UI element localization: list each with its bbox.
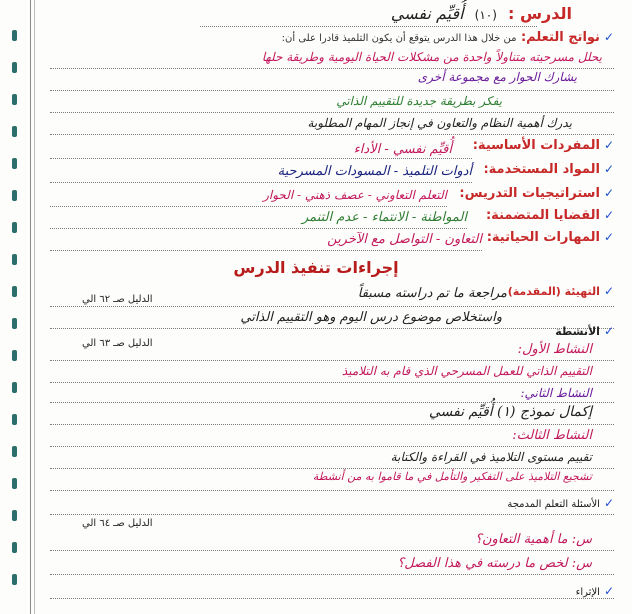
procedures-heading: إجراءات تنفيذ الدرس [233, 258, 399, 277]
activities-guide-ref: الدليل صـ ٦٣ الي [82, 338, 153, 349]
dotted-line [200, 26, 537, 27]
vocab-label: ✓المفردات الأساسية: [472, 138, 614, 153]
lesson-title: أُقيِّم نفسي [390, 4, 464, 23]
warmup-line-1: مراجعة ما تم دراسته مسبقاً [357, 286, 507, 301]
checkmark-icon: ✓ [603, 324, 614, 338]
dotted-line [50, 382, 614, 383]
enrichment-label: ✓الإثراء [575, 584, 614, 598]
vocab-value: أُقيِّم نفسي - الأداء [353, 142, 452, 157]
checkmark-icon: ✓ [603, 186, 614, 200]
dotted-line [50, 550, 614, 551]
warmup-label: ✓التهيئة (المقدمة) [507, 284, 614, 298]
question-line-2: س: لخص ما درسته في هذا الفصل؟ [397, 556, 592, 571]
issues-value: المواطنة - الانتماء - عدم التنمر [302, 210, 467, 225]
outcome-line-2: يشارك الحوار مع مجموعة أخرى [417, 70, 577, 84]
checkmark-icon: ✓ [603, 230, 614, 244]
dotted-line [50, 424, 614, 425]
dotted-line [50, 574, 614, 575]
activity-line-7: تشجيع التلاميذ على التفكير والتأمل في ما قاموا به من أنشطة [312, 470, 592, 483]
dotted-line [50, 328, 614, 329]
activity-line-5: النشاط الثالث: [512, 428, 592, 443]
checkmark-icon: ✓ [603, 284, 614, 298]
activity-line-4: إكمال نموذج (١) أُقيِّم نفسي [428, 404, 592, 420]
activities-label: ✓الأنشطة [555, 324, 614, 338]
questions-label: ✓الأسئلة التعلم المدمجة [507, 496, 614, 510]
activity-line-6: تقييم مستوى التلاميذ في القراءة والكتابة [390, 450, 592, 464]
dotted-line [50, 306, 614, 307]
outcomes-intro: من خلال هذا الدرس يتوقع أن يكون التلميذ قادرا على أن: [281, 33, 517, 44]
question-line-1: س: ما أهمية التعاون؟ [475, 532, 592, 547]
strategies-value: التعلم التعاوني - عصف ذهني - الحوار [263, 188, 447, 202]
dotted-line [50, 90, 614, 91]
dotted-line [50, 158, 472, 159]
strategies-label: ✓استراتيجيات التدريس: [459, 186, 614, 201]
checkmark-icon: ✓ [603, 138, 614, 152]
lesson-number: (١٠) [474, 8, 497, 22]
materials-value: أدوات التلميذ - المسودات المسرحية [277, 164, 472, 179]
activity-line-2: التقييم الذاتي للعمل المسرحي الذي قام به التلاميذ [341, 364, 592, 378]
margin-line [30, 0, 31, 614]
dotted-line [50, 360, 614, 361]
materials-label: ✓المواد المستخدمة: [483, 162, 614, 177]
dotted-line [50, 598, 614, 599]
activity-line-1: النشاط الأول: [517, 342, 592, 357]
issues-label: ✓القضايا المتضمنة: [485, 208, 614, 223]
outcome-line-3: يفكر بطريقة جديدة للتقييم الذاتي [336, 94, 502, 108]
checkmark-icon: ✓ [603, 30, 614, 44]
dotted-line [50, 402, 614, 403]
checkmark-icon: ✓ [603, 208, 614, 222]
dotted-line [50, 514, 614, 515]
outcome-line-1: يحلل مسرحيته متناولاً واحدة من مشكلات الحياة اليومية وطريقة حلها [261, 50, 602, 64]
dotted-line [50, 490, 614, 491]
activity-line-3: النشاط الثاني: [520, 386, 592, 400]
dotted-line [50, 468, 614, 469]
outcome-line-4: يدرك أهمية النظام والتعاون في إنجاز المهام المطلوبة [307, 116, 572, 130]
skills-value: التعاون - التواصل مع الآخرين [327, 232, 482, 247]
skills-label: ✓المهارات الحياتية: [486, 230, 614, 245]
dotted-line [50, 182, 472, 183]
lesson-title-row [391, 4, 572, 23]
dotted-line [50, 206, 447, 207]
dotted-line [50, 134, 614, 135]
dotted-line [50, 68, 614, 69]
lesson-label: الدرس : [508, 4, 572, 23]
warmup-line-2: واستخلاص موضوع درس اليوم وهو التقييم الذاتي [240, 310, 502, 325]
dotted-line [50, 446, 614, 447]
outcomes-label: ✓نواتج التعلم: من خلال هذا الدرس يتوقع أن يكون التلميذ قادرا على أن: [281, 30, 614, 45]
questions-guide-ref: الدليل صـ ٦٤ الي [82, 518, 153, 529]
checkmark-icon: ✓ [603, 162, 614, 176]
checkmark-icon: ✓ [603, 584, 614, 598]
margin-line-inner [34, 0, 35, 614]
warmup-guide-ref: الدليل صـ ٦٢ الي [82, 294, 153, 305]
dotted-line [50, 112, 614, 113]
checkmark-icon: ✓ [603, 496, 614, 510]
dotted-line [50, 250, 482, 251]
dotted-line [50, 228, 467, 229]
